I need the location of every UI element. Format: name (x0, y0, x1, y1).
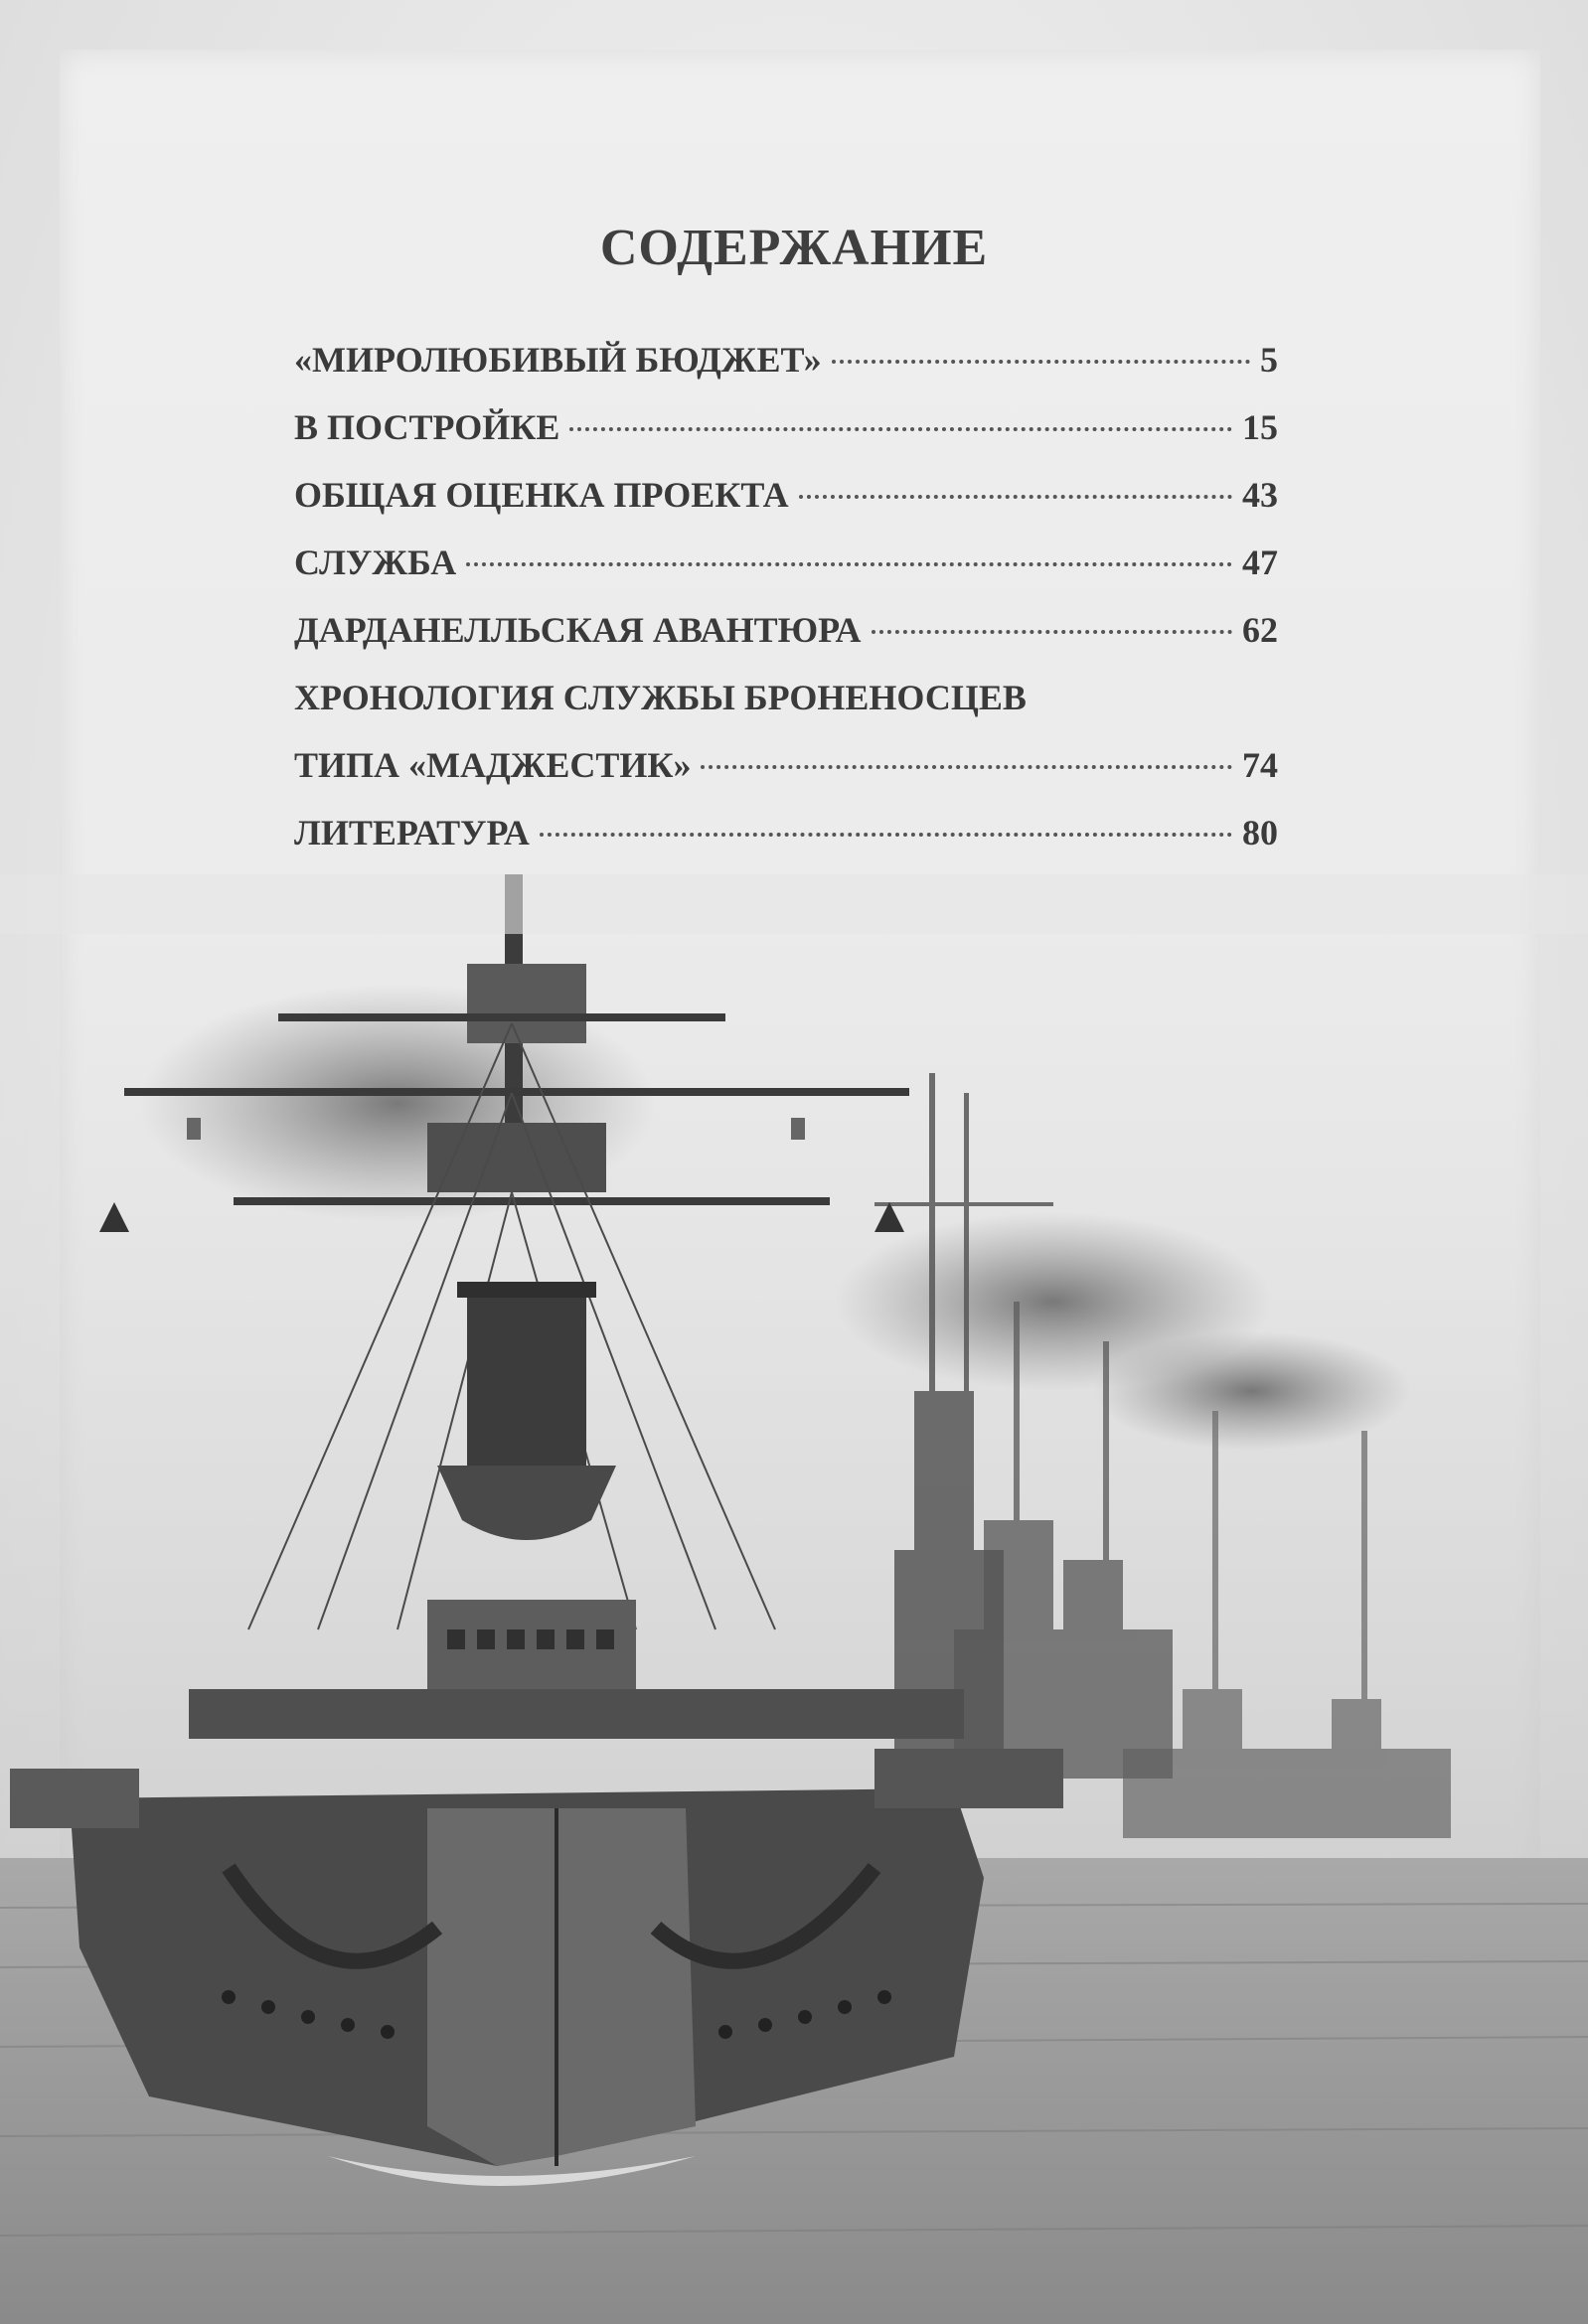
toc-page-number: 74 (1242, 745, 1278, 785)
dot-leader (872, 630, 1232, 634)
dot-leader (540, 833, 1232, 837)
toc-entry[interactable] (294, 461, 1278, 529)
toc-entry-label: ЛИТЕРАТУРА (294, 813, 530, 852)
toc-page-number: 5 (1260, 340, 1278, 380)
contents-title: СОДЕРЖАНИЕ (599, 220, 989, 276)
toc-entry-label: ДАРДАНЕЛЛЬСКАЯ АВАНТЮРА (294, 610, 862, 650)
battleship-photo (0, 874, 1588, 2324)
toc-entry[interactable] (294, 664, 1278, 731)
toc-entry-label: ОБЩАЯ ОЦЕНКА ПРОЕКТА (294, 475, 789, 515)
toc-page-number: 80 (1242, 813, 1278, 852)
dot-leader (799, 495, 1232, 499)
toc-entry[interactable] (294, 596, 1278, 664)
toc-entry[interactable] (294, 529, 1278, 596)
toc-entry-label: «МИРОЛЮБИВЫЙ БЮДЖЕТ» (294, 340, 822, 380)
dot-leader (466, 562, 1232, 566)
toc-entry-label: В ПОСТРОЙКЕ (294, 407, 560, 447)
toc-entry[interactable] (294, 731, 1278, 799)
toc-page-number: 62 (1242, 610, 1278, 650)
toc-entry[interactable] (294, 326, 1278, 393)
toc-entry-label: СЛУЖБА (294, 542, 457, 582)
toc-page-number: 47 (1242, 542, 1278, 582)
toc-entry-label: ХРОНОЛОГИЯ СЛУЖБЫ БРОНЕНОСЦЕВ (294, 678, 1027, 717)
toc-page-number: 15 (1242, 407, 1278, 447)
dot-leader (701, 765, 1232, 769)
toc-entry[interactable] (294, 799, 1278, 866)
dot-leader (832, 360, 1250, 364)
dot-leader (569, 427, 1232, 431)
table-of-contents (294, 326, 1278, 866)
toc-page-number: 43 (1242, 475, 1278, 515)
toc-entry[interactable] (294, 393, 1278, 461)
toc-entry-label: ТИПА «МАДЖЕСТИК» (294, 745, 692, 785)
